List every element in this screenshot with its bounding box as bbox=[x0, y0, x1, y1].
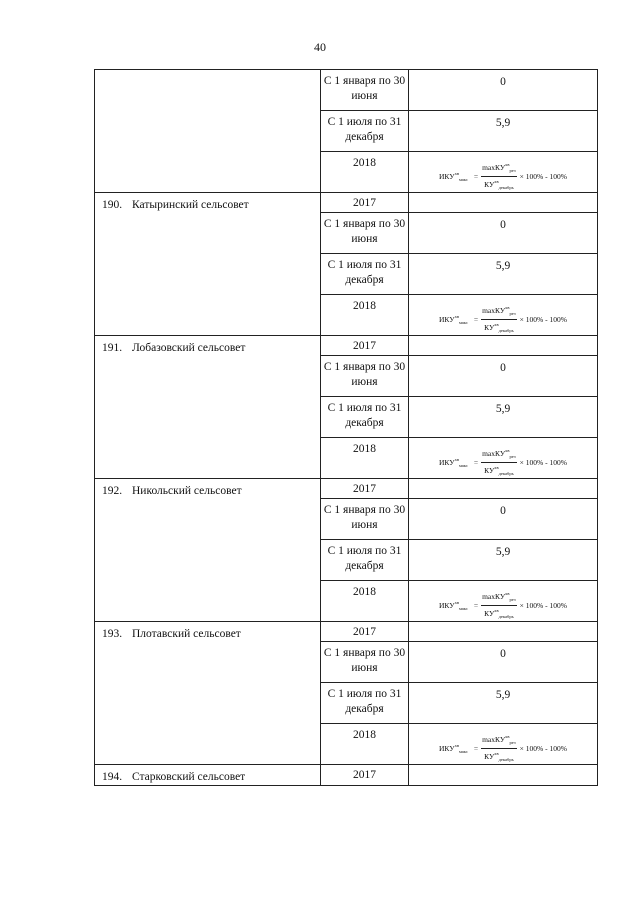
formula-denominator: $КУ^{хв}_{декабрь}$ bbox=[484, 322, 514, 333]
value-text: 0 bbox=[500, 648, 506, 660]
period-cell bbox=[321, 254, 409, 295]
period-text: С 1 июля по 31 декабря bbox=[327, 116, 402, 143]
value-text: 0 bbox=[500, 505, 506, 517]
name-cell bbox=[95, 70, 321, 193]
settlement-label: Катыринский сельсовет bbox=[132, 199, 249, 211]
name-cell bbox=[95, 336, 321, 479]
period-cell bbox=[321, 111, 409, 152]
year-cell bbox=[321, 765, 409, 786]
formula-lhs: $ИКУ^{хв}_{макс}$ bbox=[439, 313, 468, 325]
value-cell bbox=[409, 213, 598, 254]
formula-fraction bbox=[481, 447, 517, 478]
year-text: 2017 bbox=[353, 197, 376, 209]
formula-fraction bbox=[481, 304, 517, 335]
formula-cell bbox=[409, 724, 598, 765]
period-cell bbox=[321, 683, 409, 724]
formula-numerator: maxКУ$^{хв}_{рез}$ bbox=[481, 590, 517, 606]
value-cell bbox=[409, 397, 598, 438]
value-cell bbox=[409, 111, 598, 152]
formula-lhs: $ИКУ^{хв}_{макс}$ bbox=[439, 742, 468, 754]
settlement-name bbox=[95, 765, 320, 785]
value-cell bbox=[409, 356, 598, 397]
period-cell bbox=[321, 581, 409, 622]
settlement-label: Плотавский сельсовет bbox=[132, 628, 241, 640]
value-cell bbox=[409, 642, 598, 683]
formula-equals: = bbox=[473, 314, 479, 324]
formula-tail: × 100% - 100% bbox=[519, 171, 567, 181]
period-cell bbox=[321, 499, 409, 540]
name-cell bbox=[95, 193, 321, 336]
value-cell-empty bbox=[409, 765, 598, 786]
settlement-name bbox=[95, 336, 320, 356]
value-cell-empty bbox=[409, 193, 598, 213]
period-text: С 1 января по 30 июня bbox=[323, 75, 406, 102]
settlement-name bbox=[95, 193, 320, 213]
value-cell bbox=[409, 683, 598, 724]
table-row bbox=[95, 70, 598, 111]
year-text: 2017 bbox=[353, 340, 376, 352]
name-cell bbox=[95, 479, 321, 622]
formula-cell bbox=[409, 438, 598, 479]
value-text: 5,9 bbox=[495, 403, 511, 415]
value-text: 0 bbox=[500, 219, 506, 231]
formula-tail: × 100% - 100% bbox=[519, 457, 567, 467]
formula-fraction bbox=[481, 161, 517, 192]
period-text: 2018 bbox=[353, 586, 376, 598]
formula bbox=[409, 590, 597, 621]
settlement-name bbox=[95, 479, 320, 499]
name-cell bbox=[95, 622, 321, 765]
settlement-name bbox=[95, 622, 320, 642]
value-cell bbox=[409, 70, 598, 111]
formula-numerator: maxКУ$^{хв}_{рез}$ bbox=[481, 733, 517, 749]
formula-lhs: $ИКУ^{хв}_{макс}$ bbox=[439, 170, 468, 182]
row-number: 194. bbox=[102, 771, 123, 783]
value-cell bbox=[409, 254, 598, 295]
row-number: 193. bbox=[102, 628, 123, 640]
settlement-label: Старковский сельсовет bbox=[132, 771, 246, 783]
period-text: С 1 июля по 31 декабря bbox=[327, 545, 402, 572]
formula bbox=[409, 447, 597, 478]
period-cell bbox=[321, 540, 409, 581]
year-text: 2017 bbox=[353, 769, 376, 781]
formula bbox=[409, 161, 597, 192]
period-text: С 1 января по 30 июня bbox=[323, 647, 406, 674]
year-text: 2017 bbox=[353, 626, 376, 638]
formula-equals: = bbox=[473, 743, 479, 753]
row-number: 190. bbox=[102, 199, 123, 211]
formula-cell bbox=[409, 152, 598, 193]
value-cell-empty bbox=[409, 479, 598, 499]
period-cell bbox=[321, 438, 409, 479]
year-cell bbox=[321, 336, 409, 356]
formula-tail: × 100% - 100% bbox=[519, 743, 567, 753]
name-cell bbox=[95, 765, 321, 786]
period-text: 2018 bbox=[353, 157, 376, 169]
settlement-label: Лобазовский сельсовет bbox=[132, 342, 246, 354]
period-text: С 1 июля по 31 декабря bbox=[327, 688, 402, 715]
tariff-table bbox=[94, 69, 598, 786]
table-row bbox=[95, 336, 598, 356]
table-row bbox=[95, 622, 598, 642]
value-cell bbox=[409, 499, 598, 540]
period-cell bbox=[321, 642, 409, 683]
table-row bbox=[95, 193, 598, 213]
period-text: С 1 января по 30 июня bbox=[323, 361, 406, 388]
period-cell bbox=[321, 70, 409, 111]
formula-tail: × 100% - 100% bbox=[519, 600, 567, 610]
formula-denominator: $КУ^{хв}_{декабрь}$ bbox=[484, 179, 514, 190]
formula-equals: = bbox=[473, 457, 479, 467]
year-cell bbox=[321, 479, 409, 499]
table-body bbox=[95, 70, 598, 786]
formula-cell bbox=[409, 581, 598, 622]
formula-equals: = bbox=[473, 171, 479, 181]
period-text: С 1 июля по 31 декабря bbox=[327, 402, 402, 429]
year-cell bbox=[321, 193, 409, 213]
value-cell bbox=[409, 540, 598, 581]
formula-tail: × 100% - 100% bbox=[519, 314, 567, 324]
period-cell bbox=[321, 724, 409, 765]
period-text: С 1 июля по 31 декабря bbox=[327, 259, 402, 286]
table-row bbox=[95, 765, 598, 786]
formula-lhs: $ИКУ^{хв}_{макс}$ bbox=[439, 599, 468, 611]
formula-fraction bbox=[481, 590, 517, 621]
formula-cell bbox=[409, 295, 598, 336]
formula-lhs: $ИКУ^{хв}_{макс}$ bbox=[439, 456, 468, 468]
row-number: 191. bbox=[102, 342, 123, 354]
period-text: 2018 bbox=[353, 729, 376, 741]
value-text: 5,9 bbox=[495, 260, 511, 272]
value-text: 0 bbox=[500, 362, 506, 374]
period-cell bbox=[321, 213, 409, 254]
year-cell bbox=[321, 622, 409, 642]
value-text: 5,9 bbox=[495, 689, 511, 701]
year-text: 2017 bbox=[353, 483, 376, 495]
period-text: С 1 января по 30 июня bbox=[323, 218, 406, 245]
value-text: 5,9 bbox=[495, 117, 511, 129]
period-text: С 1 января по 30 июня bbox=[323, 504, 406, 531]
value-text: 5,9 bbox=[495, 546, 511, 558]
value-text: 0 bbox=[500, 76, 506, 88]
period-cell bbox=[321, 356, 409, 397]
table-row bbox=[95, 479, 598, 499]
formula bbox=[409, 304, 597, 335]
formula-numerator: maxКУ$^{хв}_{рез}$ bbox=[481, 304, 517, 320]
page-number: 40 bbox=[314, 40, 326, 54]
period-cell bbox=[321, 295, 409, 336]
formula-equals: = bbox=[473, 600, 479, 610]
value-cell-empty bbox=[409, 336, 598, 356]
period-cell bbox=[321, 152, 409, 193]
period-text: 2018 bbox=[353, 300, 376, 312]
period-text: 2018 bbox=[353, 443, 376, 455]
formula-fraction bbox=[481, 733, 517, 764]
value-cell-empty bbox=[409, 622, 598, 642]
formula-denominator: $КУ^{хв}_{декабрь}$ bbox=[484, 465, 514, 476]
formula-denominator: $КУ^{хв}_{декабрь}$ bbox=[484, 751, 514, 762]
formula bbox=[409, 733, 597, 764]
formula-numerator: maxКУ$^{хв}_{рез}$ bbox=[481, 447, 517, 463]
row-number: 192. bbox=[102, 485, 123, 497]
formula-numerator: maxКУ$^{хв}_{рез}$ bbox=[481, 161, 517, 177]
settlement-label: Никольский сельсовет bbox=[132, 485, 242, 497]
formula-denominator: $КУ^{хв}_{декабрь}$ bbox=[484, 608, 514, 619]
period-cell bbox=[321, 397, 409, 438]
